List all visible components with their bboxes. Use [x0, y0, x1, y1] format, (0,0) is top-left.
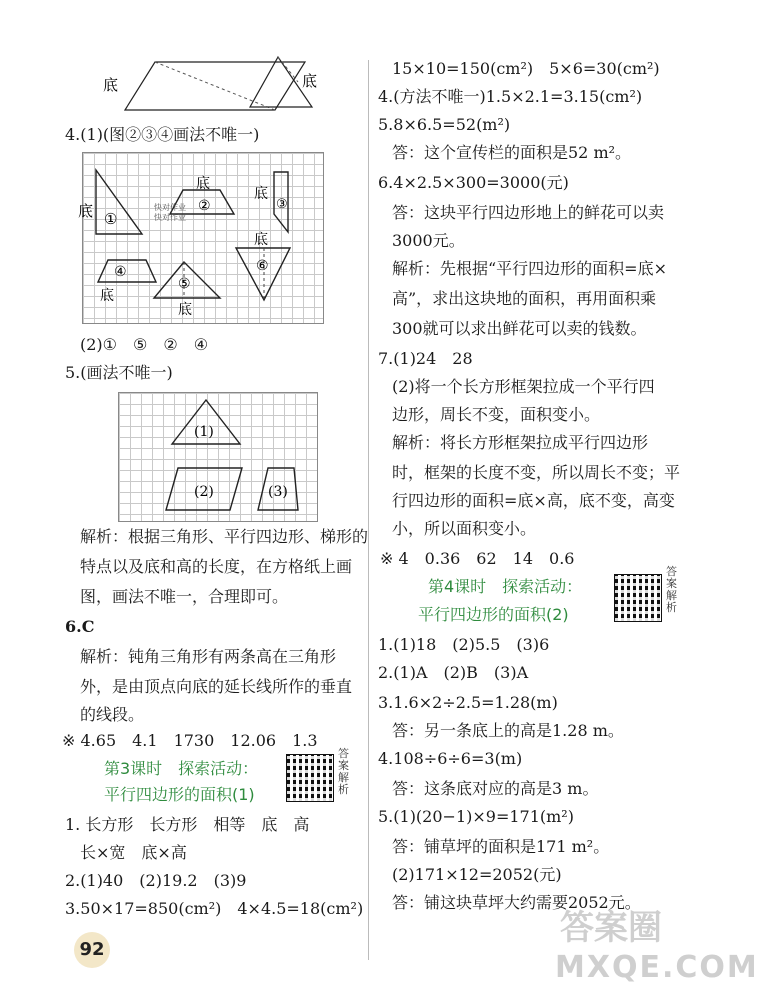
r-q6: 6.4×2.5×300=3000(元) — [378, 173, 569, 192]
watermark-url: MXQE.COM — [555, 950, 759, 985]
q5-analysis-1: 解析：根据三角形、平行四边形、梯形的 — [80, 527, 369, 546]
svg-text:底: 底 — [254, 232, 268, 248]
r-q6-analysis-3: 300就可以求出鲜花可以卖的钱数。 — [392, 319, 647, 338]
q4-answer-2: (2)① ⑤ ② ④ — [80, 335, 209, 354]
lesson4-title-2: 平行四边形的面积(2) — [418, 605, 569, 624]
top-triangle — [250, 52, 350, 122]
svg-text:快对作业: 快对作业 — [154, 203, 186, 212]
qr-code-lesson3[interactable] — [286, 754, 334, 802]
svg-text:快对作业: 快对作业 — [154, 213, 186, 222]
svg-text:⑥: ⑥ — [256, 258, 269, 274]
q6-analysis-3: 的线段。 — [80, 705, 145, 724]
svg-text:①: ① — [104, 210, 118, 228]
l4-q3: 3.1.6×2÷2.5=1.28(m) — [378, 693, 558, 712]
l4-q2: 2.(1)A (2)B (3)A — [378, 663, 529, 682]
r-q5: 5.8×6.5=52(m²) — [378, 115, 511, 134]
l4-q4-answer: 答：这条底对应的高是3 m。 — [392, 779, 599, 798]
q4-figures — [78, 152, 328, 324]
review-right: ※ 4 0.36 62 14 0.6 — [380, 549, 575, 568]
qr-code-lesson4[interactable] — [614, 574, 662, 622]
l3-q2: 2.(1)40 (2)19.2 (3)9 — [65, 871, 247, 890]
qr-caption-lesson3: 答案解析 — [338, 747, 349, 796]
svg-text:底: 底 — [178, 302, 192, 318]
q6-heading: 6.C — [65, 617, 95, 636]
q4-heading: 4.(1)(图②③④画法不唯一) — [65, 125, 260, 144]
svg-text:④: ④ — [114, 264, 127, 280]
qr-caption-lesson4: 答案解析 — [666, 565, 677, 614]
para-base-label: 底 — [103, 76, 119, 94]
l4-q4: 4.108÷6÷6=3(m) — [378, 749, 523, 768]
r-q7: 7.(1)24 28 — [378, 349, 473, 368]
r-q5-answer: 答：这个宣传栏的面积是52 m²。 — [392, 143, 632, 162]
svg-text:底: 底 — [78, 202, 94, 220]
l4-q5: 5.(1)(20−1)×9=171(m²) — [378, 807, 574, 826]
r-q7b-2: 边形，周长不变，面积变小。 — [392, 405, 601, 424]
lesson3-title-1: 第3课时 探索活动： — [104, 759, 259, 778]
svg-text:底: 底 — [254, 186, 268, 202]
r-q6-answer-1: 答：这块平行四边形地上的鲜花可以卖 — [392, 203, 665, 222]
watermark-cn: 答案圈 — [560, 908, 662, 948]
l3-q3: 3.50×17=850(cm²) 4×4.5=18(cm²) — [65, 899, 364, 918]
r-q7-analysis-4: 小，所以面积变小。 — [392, 519, 537, 538]
q6-analysis-1: 解析：钝角三角形有两条高在三角形 — [80, 647, 337, 666]
l4-q5-answer-3: 答：铺这块草坪大约需要2052元。 — [392, 893, 641, 912]
tri-base-label: 底 — [302, 72, 318, 90]
q5-heading: 5.(画法不唯一) — [65, 363, 173, 382]
r-q7-analysis-3: 行四边形的面积=底×高，底不变，高变 — [392, 491, 675, 510]
lesson3-title-2: 平行四边形的面积(1) — [104, 785, 255, 804]
svg-text:(3): (3) — [268, 484, 288, 500]
svg-text:②: ② — [198, 198, 211, 214]
l3-q1b: 长×宽 底×高 — [80, 843, 187, 862]
l4-q1: 1.(1)18 (2)5.5 (3)6 — [378, 635, 550, 654]
q5-analysis-3: 图，画法不唯一，合理即可。 — [80, 587, 289, 606]
svg-text:底: 底 — [196, 176, 210, 192]
svg-text:⑤: ⑤ — [178, 276, 191, 292]
r-q7-analysis-1: 解析：将长方形框架拉成平行四边形 — [392, 433, 649, 452]
q6-analysis-2: 外，是由顶点向底的延长线所作的垂直 — [80, 677, 353, 696]
l3-q1: 1. 长方形 长方形 相等 底 高 — [65, 815, 310, 834]
l4-q5-answer-1: 答：铺草坪的面积是171 m²。 — [392, 837, 610, 856]
svg-text:底: 底 — [100, 288, 114, 304]
r-q6-answer-2: 3000元。 — [392, 231, 465, 250]
r-q6-analysis-1: 解析：先根据“平行四边形的面积=底× — [392, 259, 667, 278]
svg-text:(2): (2) — [194, 484, 214, 500]
svg-text:③: ③ — [276, 197, 288, 212]
r-q6-analysis-2: 高”，求出这块地的面积，再用面积乘 — [392, 289, 657, 308]
svg-text:(1): (1) — [194, 424, 214, 440]
l4-q3-answer: 答：另一条底上的高是1.28 m。 — [392, 721, 624, 740]
r-q7b-1: (2)将一个长方形框架拉成一个平行四 — [392, 377, 655, 396]
q5-figures — [118, 392, 318, 522]
q5-analysis-2: 特点以及底和高的长度，在方格纸上画 — [80, 557, 353, 576]
lesson4-title-1: 第4课时 探索活动： — [428, 577, 583, 596]
page-number: 92 — [74, 932, 110, 968]
r-q7-analysis-2: 时，框架的长度不变，所以周长不变；平 — [392, 463, 681, 482]
r-q4: 4.(方法不唯一)1.5×2.1=3.15(cm²) — [378, 87, 643, 106]
column-divider — [368, 60, 369, 960]
review-left: ※ 4.65 4.1 1730 12.06 1.3 — [62, 731, 318, 750]
l4-q5-answer-2: (2)171×12=2052(元) — [392, 865, 562, 884]
r-line0: 15×10=150(cm²) 5×6=30(cm²) — [392, 59, 660, 78]
